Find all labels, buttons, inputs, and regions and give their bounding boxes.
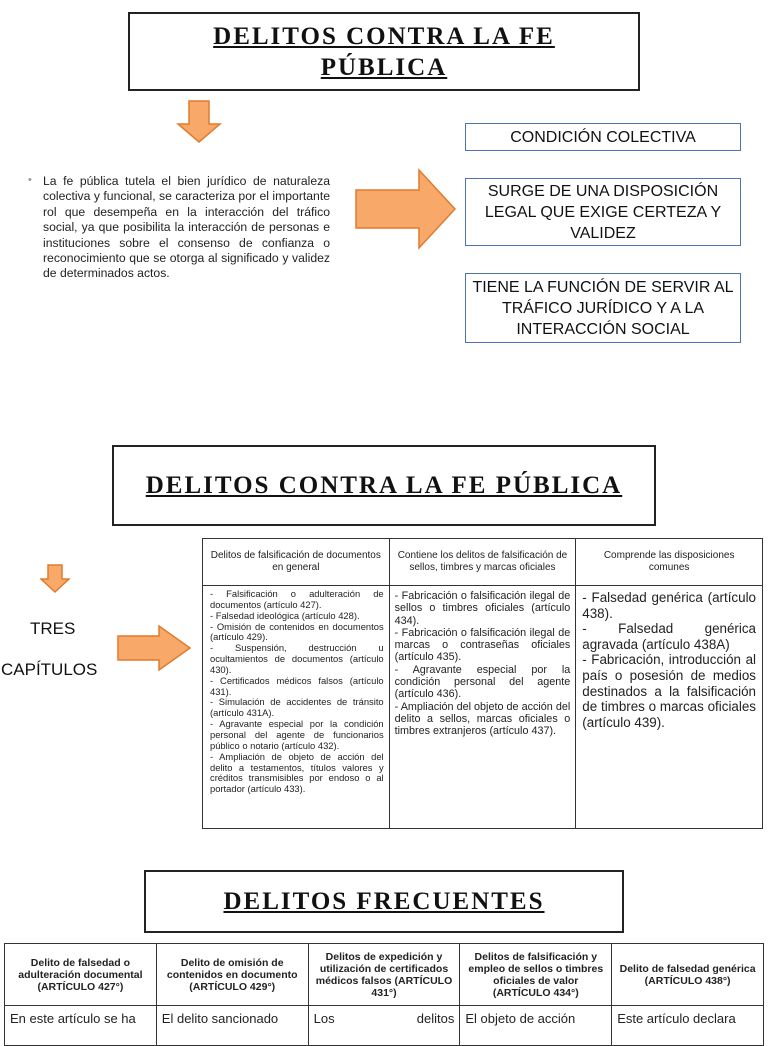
frequent-header-1: Delito de falsedad o adulteración documental (ARTÍCULO 427°) [5,944,157,1006]
chapter2-item: - Fabricación o falsificación ilegal de marcas o contraseñas oficiales (artículo 435). [394,626,571,664]
frequent-cell-3-text: Los delitos [313,1011,455,1026]
chapter3-item: - Falsedad genérica agravada (artículo 438A) [582,621,756,652]
chapter2-item: - Agravante especial por la condición personal del agente (artículo 436). [394,663,571,701]
chapters-header-1: Delitos de falsificación de documentos en general [203,539,390,586]
chapters-table [202,538,763,829]
frequent-header-5: Delito de falsedad genérica (ARTÍCULO 438°) [612,944,764,1006]
right-arrow-small-icon [116,625,192,671]
right-arrow-icon [355,168,457,250]
chapter1-cell [203,586,390,829]
bullet-text: La fe pública tutela el bien jurídico de naturaleza colectiva y funcional, se caracteriza por el importante rol que desempeña en la interacción del tráfico social, ya que posibilita la interacción de personas e instituciones sobre el consenso de confianza o reconocimiento que se otorga al significado y validez de determinados actos. [43,174,330,281]
frequent-cell-4: El objeto de acción [460,1006,612,1046]
chapter1-item: - Falsedad ideológica (artículo 428). [210,609,360,621]
frequent-cell-3 [308,1006,460,1046]
frequent-crimes-body-row [5,1006,764,1046]
chapter1-item: - Ampliación de objeto de acción del delito a testamentos, títulos valores y créditos transmisibles por endoso o al portador (artículo 433). [210,750,384,795]
frequent-crimes-table [4,943,764,1046]
chapters-header-2: Contiene los delitos de falsificación de sellos, timbres y marcas oficiales [389,539,576,586]
frequent-cell-2: El delito sancionado [156,1006,308,1046]
section2-title: DELITOS CONTRA LA FE PÚBLICA [145,471,623,499]
chapter3-item: - Fabricación, introducción al país o posesión de medios destinados a la falsificación de timbres o marcas oficiales (artículo 439). [582,652,756,730]
frequent-header-3: Delitos de expedición y utilización de certificados médicos falsos (ARTÍCULO 431°) [308,944,460,1006]
chapters-table-body-row [203,586,763,829]
side-label-tres: TRES [30,619,76,638]
chapter2-cell [389,586,576,829]
section3-title: DELITOS FRECUENTES [223,887,545,915]
chapter1-item: - Falsificación o adulteración de documentos (artículo 427). [210,588,384,610]
bullet-icon: • [28,174,32,186]
frequent-cell-1: En este artículo se ha [5,1006,157,1046]
section1-title-line2: PÚBLICA [320,53,448,81]
down-arrow-icon [176,100,222,144]
side-label-capitulos: CAPÍTULOS [1,660,98,679]
chapters-table-header-row [203,539,763,586]
condition-box-1: CONDICIÓN COLECTIVA [465,123,741,151]
chapter3-cell [576,586,763,829]
section1-title [213,21,555,83]
small-down-arrow-icon [40,564,70,594]
chapter1-item: - Agravante especial por la condición personal del agente de funcionarios público o notario (artículo 432). [210,718,384,751]
condition-box-3: TIENE LA FUNCIÓN DE SERVIR AL TRÁFICO JURÍDICO Y A LA INTERACCIÓN SOCIAL [465,273,741,343]
frequent-cell-5: Este artículo declara [612,1006,764,1046]
chapter1-item: - Certificados médicos falsos (artículo 431). [210,674,384,697]
frequent-crimes-header-row [5,944,764,1006]
section2-title-box [112,445,656,526]
chapter2-item: - Fabricación o falsificación ilegal de sellos o timbres oficiales (artículo 434). [394,590,571,627]
section1-title-box [128,12,640,91]
bullet-list [28,174,330,282]
chapter2-item: - Ampliación del objeto de acción del delito a sellos, marcas oficiales o timbres extranjeros (artículo 437). [394,700,571,738]
section3-title-box [144,870,624,933]
frequent-header-2: Delito de omisión de contenidos en documento (ARTÍCULO 429°) [156,944,308,1006]
chapter3-item: - Falsedad genérica (artículo 438). [582,590,756,621]
chapters-header-3: Comprende las disposiciones comunes [576,539,763,586]
section1-title-line1: DELITOS CONTRA LA FE [213,22,555,50]
chapter1-item: - Suspensión, destrucción u ocultamientos de documentos (artículo 430). [210,642,384,675]
chapter1-item: - Omisión de contenidos en documentos (artículo 429). [210,620,384,643]
frequent-header-4: Delitos de falsificación y empleo de sellos o timbres oficiales de valor (ARTÍCULO 434°) [460,944,612,1006]
condition-box-2: SURGE DE UNA DISPOSICIÓN LEGAL QUE EXIGE CERTEZA Y VALIDEZ [465,178,741,246]
chapter1-item: - Simulación de accidentes de tránsito (artículo 431A). [210,696,384,719]
